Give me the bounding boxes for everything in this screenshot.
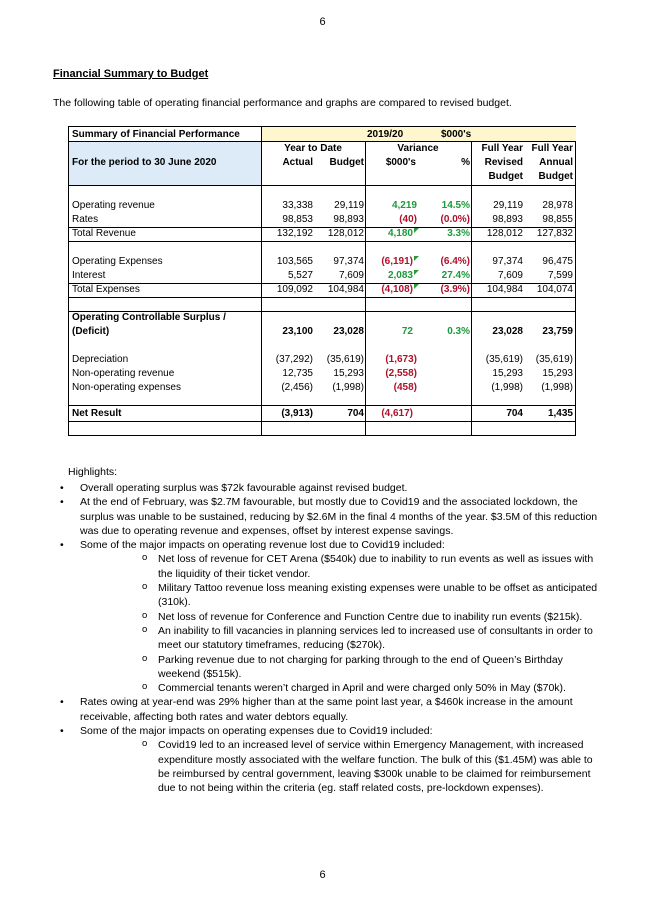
page-number-top: 6 <box>319 16 326 28</box>
row-label-continued: (Deficit) <box>72 326 110 337</box>
row-label: Operating revenue <box>72 200 155 211</box>
sub-bullet-item: o Covid19 led to an increased level of service within Emergency Management, with increased expenditure mostly associated with the welfare function. The bulk of this ($1.45M) was able to be reimbursed by central government, leaving $300k unable to be claimed for reimbursement due to not being within the criteria (eg. staff related costs, pre-lockdown expenses). <box>80 738 598 795</box>
row-pct: (6.4%) <box>440 256 470 267</box>
actual-header: Actual <box>282 157 313 168</box>
row-label: Interest <box>72 270 106 281</box>
row-budget: 128,012 <box>327 228 364 239</box>
row-budget: (1,998) <box>332 382 364 393</box>
row-fy-revised: 98,893 <box>492 214 523 225</box>
page-number-bottom: 6 <box>319 869 326 881</box>
table-year: 2019/20 <box>367 129 404 140</box>
row-budget: 15,293 <box>333 368 364 379</box>
row-fy-revised: 23,028 <box>492 326 523 337</box>
row-actual: 103,565 <box>276 256 313 267</box>
row-fy-revised: 97,374 <box>492 256 523 267</box>
budget-header: Budget <box>329 157 364 168</box>
row-variance: (4,108) <box>381 284 413 295</box>
row-fy-annual: (35,619) <box>535 354 573 365</box>
fy-annual-2: Annual <box>539 157 573 168</box>
row-fy-annual: 98,855 <box>542 214 573 225</box>
row-variance: 4,219 <box>391 200 417 211</box>
row-variance: (6,191) <box>381 256 413 267</box>
row-budget: 7,609 <box>338 270 364 281</box>
row-budget: 704 <box>347 408 364 419</box>
row-pct: (0.0%) <box>440 214 470 225</box>
bullet-item: • Some of the major impacts on operating expenses due to Covid19 included: o Covid19 led to an increased level of service within Emergency Management, with increased expenditure mostly associated with the welfare function. The bulk of this ($1.45M) was able to be reimbursed by central government, leaving $300k unable to be claimed for reimbursement due to not being within the criteria (eg. staff related costs, pre-lockdown expenses). <box>58 724 598 795</box>
fy-annual-1: Full Year <box>531 143 573 154</box>
sub-bullet-item: o Net loss of revenue for CET Arena ($540k) due to inability to run events as well as issues with the liquidity of their ticket vendor. <box>80 552 598 581</box>
fy-revised-3: Budget <box>488 171 523 182</box>
row-fy-annual: 127,832 <box>536 228 573 239</box>
expense-impacts-list <box>80 738 598 795</box>
sub-bullet-item: o An inability to fill vacancies in planning services led to increased use of consultants in order to meet our statutory timeframes, reducing ($270k). <box>80 624 598 653</box>
bullet-item: • Rates owing at year-end was 29% higher than at the same point last year, a $460k increase in the amount receivable, affecting both rates and water debtors equally. <box>58 695 598 724</box>
row-variance: (1,673) <box>385 354 417 365</box>
row-variance: (40) <box>399 214 417 225</box>
bullet-item: • At the end of February, was $2.7M favourable, but mostly due to Covid19 and the associated lockdown, the surplus was unable to be sustained, reducing by $2.6M in the final 4 months of the year. $3.5M of this reduction was due to operating revenue and expenses, offset by interest expense savings. <box>58 495 598 538</box>
row-fy-annual: 1,435 <box>547 408 573 419</box>
row-budget: 98,893 <box>333 214 364 225</box>
row-fy-annual: (1,998) <box>541 382 573 393</box>
ytd-header: Year to Date <box>284 143 342 154</box>
row-actual: 5,527 <box>287 270 313 281</box>
sub-bullet-item: o Parking revenue due to not charging for parking through to the end of Queen’s Birthday weekend ($515k). <box>80 653 598 682</box>
highlights-list <box>58 481 598 796</box>
financial-summary-table <box>68 126 576 436</box>
row-fy-annual: 7,599 <box>547 270 573 281</box>
bullet-item: • Overall operating surplus was $72k favourable against revised budget. <box>58 481 598 495</box>
row-budget: 29,119 <box>334 200 364 211</box>
row-fy-annual: 23,759 <box>542 326 573 337</box>
row-variance: 72 <box>401 326 413 337</box>
row-fy-annual: 15,293 <box>542 368 573 379</box>
row-fy-revised: (1,998) <box>491 382 523 393</box>
row-variance: (4,617) <box>381 408 413 419</box>
row-budget: 104,984 <box>327 284 364 295</box>
row-actual: 23,100 <box>282 326 313 337</box>
row-actual: (3,913) <box>281 408 313 419</box>
var-units-header: $000's <box>385 157 416 168</box>
row-fy-revised: 29,119 <box>493 200 523 211</box>
intro-text: The following table of operating financial performance and graphs are compared to revised budget. <box>53 97 512 109</box>
row-actual: (2,456) <box>281 382 313 393</box>
table-units: $000's <box>441 129 472 140</box>
row-budget: (35,619) <box>326 354 364 365</box>
row-fy-revised: 7,609 <box>497 270 523 281</box>
row-label: Depreciation <box>72 354 129 365</box>
row-actual: 132,192 <box>276 228 313 239</box>
row-pct: 14.5% <box>441 200 470 211</box>
row-fy-revised: 128,012 <box>486 228 523 239</box>
period-label: For the period to 30 June 2020 <box>72 157 217 168</box>
row-fy-revised: (35,619) <box>485 354 523 365</box>
row-fy-annual: 104,074 <box>536 284 573 295</box>
fy-annual-3: Budget <box>538 171 573 182</box>
row-actual: 33,338 <box>282 200 313 211</box>
pct-header: % <box>461 157 470 168</box>
row-variance: (2,558) <box>385 368 417 379</box>
row-label: Total Expenses <box>72 284 140 295</box>
row-fy-revised: 15,293 <box>492 368 523 379</box>
row-budget: 23,028 <box>333 326 364 337</box>
row-fy-revised: 704 <box>506 408 523 419</box>
row-label: Total Revenue <box>72 228 136 239</box>
row-actual: 12,735 <box>282 368 313 379</box>
row-pct: (3.9%) <box>440 284 470 295</box>
row-budget: 97,374 <box>333 256 364 267</box>
variance-header: Variance <box>397 143 439 154</box>
row-label: Operating Expenses <box>72 256 163 267</box>
row-fy-annual: 28,978 <box>542 200 573 211</box>
row-label: Non-operating revenue <box>72 368 175 379</box>
row-label: Net Result <box>72 408 122 419</box>
row-pct: 3.3% <box>447 228 470 239</box>
fy-revised-1: Full Year <box>481 143 523 154</box>
row-label: Rates <box>72 214 99 225</box>
section-heading: Financial Summary to Budget <box>53 68 209 80</box>
row-fy-annual: 96,475 <box>542 256 573 267</box>
table-title: Summary of Financial Performance <box>72 129 240 140</box>
row-label: Non-operating expenses <box>72 382 181 393</box>
fy-revised-2: Revised <box>484 157 523 168</box>
row-label: Operating Controllable Surplus / <box>72 312 226 323</box>
highlights-title: Highlights: <box>68 466 118 478</box>
row-variance: 4,180 <box>387 228 413 239</box>
row-fy-revised: 104,984 <box>486 284 523 295</box>
row-pct: 27.4% <box>441 270 470 281</box>
row-pct: 0.3% <box>447 326 470 337</box>
sub-bullet-item: o Commercial tenants weren’t charged in April and were charged only 50% in May ($70k). <box>80 681 598 695</box>
row-actual: (37,292) <box>275 354 313 365</box>
sub-bullet-item: o Military Tattoo revenue loss meaning existing expenses were unable to be offset as anticipated (310k). <box>80 581 598 610</box>
row-actual: 98,853 <box>282 214 313 225</box>
bullet-item: • Some of the major impacts on operating revenue lost due to Covid19 included: o Net loss of revenue for CET Arena ($540k) due to inability to run events as well as issues with the liquidity of their ticket vendor. o Military Tattoo revenue loss meaning existing expenses were unable to be offset as anticipated (310k). o Net loss of revenue for Conference and Function Centre due to inability run events ($215k). o An inability to fill vacancies in planning services led to increased use of consultants in order to meet our statutory timeframes, reducing ($270k). o Parking revenue due to not charging for parking through to the end of Queen’s Birthday weekend ($515k). o Commercial tenants weren’t charged in April and were charged only 50% in May ($70k). <box>58 538 598 695</box>
row-actual: 109,092 <box>276 284 313 295</box>
row-variance: 2,083 <box>387 270 413 281</box>
row-variance: (458) <box>393 382 417 393</box>
revenue-impacts-list <box>80 552 598 695</box>
sub-bullet-item: o Net loss of revenue for Conference and Function Centre due to inability run events ($215k). <box>80 610 598 624</box>
